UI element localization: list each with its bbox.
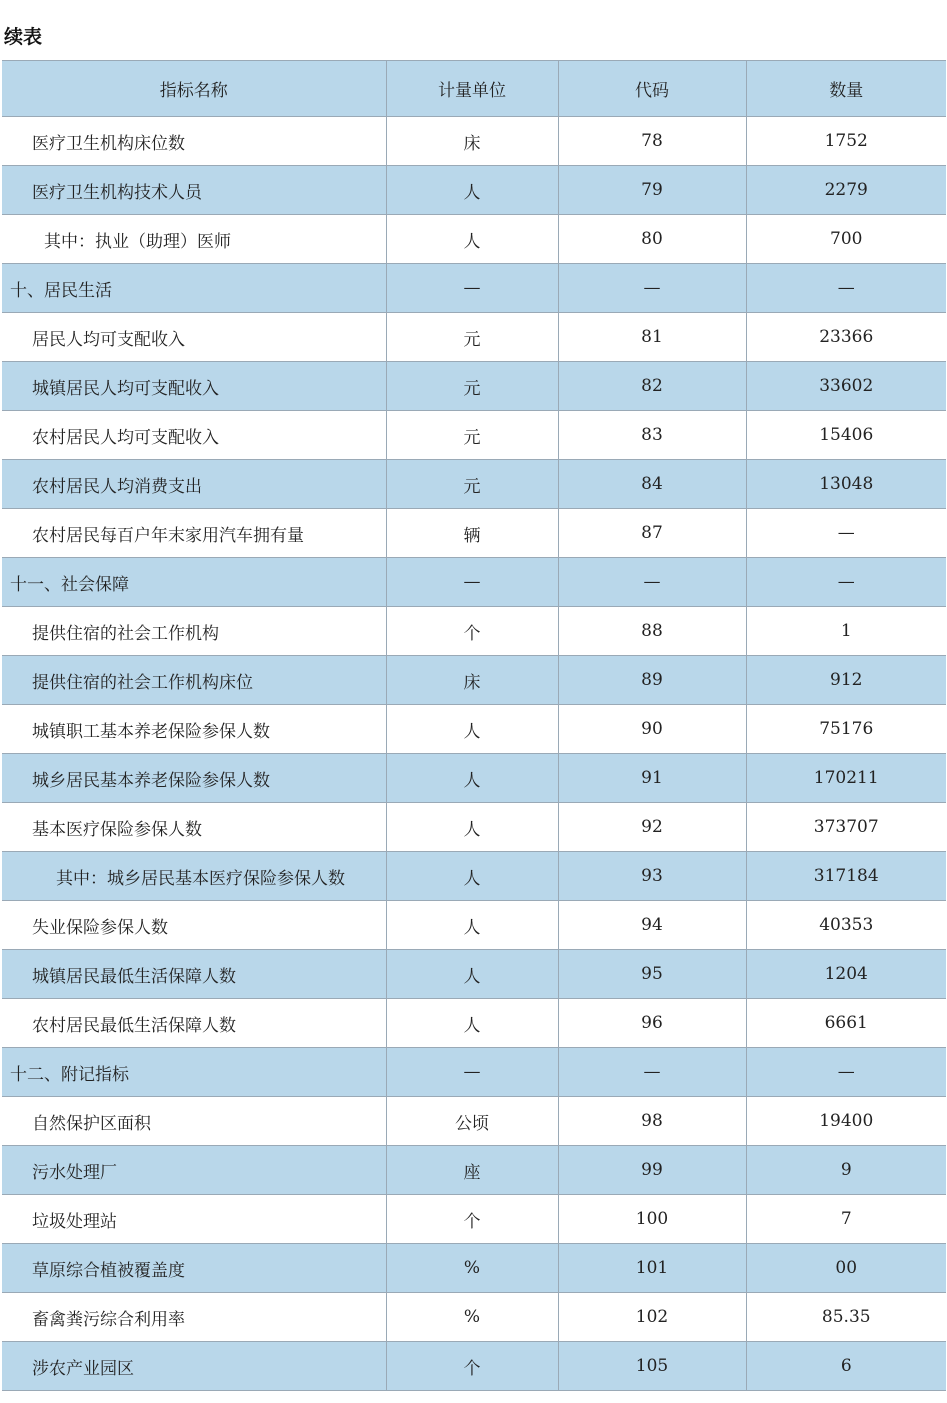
code-cell: 82 bbox=[558, 362, 746, 411]
table-row bbox=[2, 215, 946, 264]
table-row bbox=[2, 852, 946, 901]
indicator-name-cell: 居民人均可支配收入 bbox=[2, 313, 386, 362]
header-row bbox=[2, 61, 946, 117]
unit-cell: 元 bbox=[386, 460, 558, 509]
value-cell: 9 bbox=[746, 1146, 946, 1195]
table-row bbox=[2, 362, 946, 411]
value-cell: 13048 bbox=[746, 460, 946, 509]
code-cell: — bbox=[558, 264, 746, 313]
code-cell: 87 bbox=[558, 509, 746, 558]
statistics-table bbox=[2, 60, 946, 1391]
unit-cell: — bbox=[386, 264, 558, 313]
table-row bbox=[2, 705, 946, 754]
indicator-name-cell: 农村居民人均可支配收入 bbox=[2, 411, 386, 460]
unit-cell: — bbox=[386, 1048, 558, 1097]
table-row bbox=[2, 509, 946, 558]
table-caption: 续表 bbox=[4, 26, 43, 48]
value-cell: 85.35 bbox=[746, 1293, 946, 1342]
unit-cell: % bbox=[386, 1244, 558, 1293]
code-cell: 92 bbox=[558, 803, 746, 852]
value-cell: 1 bbox=[746, 607, 946, 656]
indicator-name-cell: 十一、社会保障 bbox=[2, 558, 386, 607]
table-row bbox=[2, 1293, 946, 1342]
code-cell: 90 bbox=[558, 705, 746, 754]
table-row bbox=[2, 1097, 946, 1146]
code-cell: 94 bbox=[558, 901, 746, 950]
value-cell: 6 bbox=[746, 1342, 946, 1391]
table-row bbox=[2, 1195, 946, 1244]
table-row bbox=[2, 166, 946, 215]
unit-cell: 床 bbox=[386, 656, 558, 705]
table-row bbox=[2, 460, 946, 509]
indicator-name-cell: 基本医疗保险参保人数 bbox=[2, 803, 386, 852]
unit-cell: 公顷 bbox=[386, 1097, 558, 1146]
unit-cell: 人 bbox=[386, 852, 558, 901]
unit-cell: 个 bbox=[386, 1195, 558, 1244]
code-cell: 95 bbox=[558, 950, 746, 999]
unit-cell: 元 bbox=[386, 313, 558, 362]
value-cell: 373707 bbox=[746, 803, 946, 852]
section-row bbox=[2, 558, 946, 607]
table-row bbox=[2, 607, 946, 656]
value-cell: 15406 bbox=[746, 411, 946, 460]
unit-cell: % bbox=[386, 1293, 558, 1342]
unit-cell: 元 bbox=[386, 411, 558, 460]
code-cell: — bbox=[558, 1048, 746, 1097]
table-row bbox=[2, 117, 946, 166]
unit-cell: 人 bbox=[386, 166, 558, 215]
unit-cell: 人 bbox=[386, 705, 558, 754]
unit-cell: 人 bbox=[386, 901, 558, 950]
indicator-name-cell: 医疗卫生机构技术人员 bbox=[2, 166, 386, 215]
value-cell: 1204 bbox=[746, 950, 946, 999]
value-cell: 2279 bbox=[746, 166, 946, 215]
section-row bbox=[2, 1048, 946, 1097]
value-cell: 75176 bbox=[746, 705, 946, 754]
unit-cell: 人 bbox=[386, 215, 558, 264]
table-row bbox=[2, 656, 946, 705]
indicator-name-cell: 城镇居民人均可支配收入 bbox=[2, 362, 386, 411]
unit-cell: 人 bbox=[386, 950, 558, 999]
code-cell: 78 bbox=[558, 117, 746, 166]
code-cell: 84 bbox=[558, 460, 746, 509]
value-cell: — bbox=[746, 1048, 946, 1097]
unit-cell: 人 bbox=[386, 754, 558, 803]
table-row bbox=[2, 754, 946, 803]
code-cell: 93 bbox=[558, 852, 746, 901]
indicator-name-cell: 农村居民最低生活保障人数 bbox=[2, 999, 386, 1048]
indicator-name-cell: 污水处理厂 bbox=[2, 1146, 386, 1195]
value-cell: — bbox=[746, 509, 946, 558]
table-row bbox=[2, 411, 946, 460]
unit-cell: 人 bbox=[386, 999, 558, 1048]
indicator-name-cell: 农村居民人均消费支出 bbox=[2, 460, 386, 509]
value-cell: 1752 bbox=[746, 117, 946, 166]
indicator-name-cell: 失业保险参保人数 bbox=[2, 901, 386, 950]
value-cell: 33602 bbox=[746, 362, 946, 411]
value-cell: 40353 bbox=[746, 901, 946, 950]
table-row bbox=[2, 313, 946, 362]
code-cell: 81 bbox=[558, 313, 746, 362]
table-body bbox=[2, 117, 946, 1391]
value-cell: — bbox=[746, 264, 946, 313]
code-cell: 96 bbox=[558, 999, 746, 1048]
indicator-name-cell: 城乡居民基本养老保险参保人数 bbox=[2, 754, 386, 803]
code-cell: 102 bbox=[558, 1293, 746, 1342]
value-cell: 23366 bbox=[746, 313, 946, 362]
header-code: 代码 bbox=[558, 61, 746, 117]
code-cell: 83 bbox=[558, 411, 746, 460]
indicator-name-cell: 医疗卫生机构床位数 bbox=[2, 117, 386, 166]
indicator-name-cell: 其中：城乡居民基本医疗保险参保人数 bbox=[2, 852, 386, 901]
code-cell: 99 bbox=[558, 1146, 746, 1195]
unit-cell: 个 bbox=[386, 1342, 558, 1391]
table-row bbox=[2, 1146, 946, 1195]
indicator-name-cell: 草原综合植被覆盖度 bbox=[2, 1244, 386, 1293]
value-cell: 912 bbox=[746, 656, 946, 705]
value-cell: 19400 bbox=[746, 1097, 946, 1146]
code-cell: 79 bbox=[558, 166, 746, 215]
unit-cell: 元 bbox=[386, 362, 558, 411]
table-row bbox=[2, 901, 946, 950]
indicator-name-cell: 城镇职工基本养老保险参保人数 bbox=[2, 705, 386, 754]
unit-cell: — bbox=[386, 558, 558, 607]
value-cell: 700 bbox=[746, 215, 946, 264]
indicator-name-cell: 十二、附记指标 bbox=[2, 1048, 386, 1097]
value-cell: 170211 bbox=[746, 754, 946, 803]
unit-cell: 座 bbox=[386, 1146, 558, 1195]
indicator-name-cell: 其中：执业（助理）医师 bbox=[2, 215, 386, 264]
code-cell: 101 bbox=[558, 1244, 746, 1293]
section-row bbox=[2, 264, 946, 313]
unit-cell: 辆 bbox=[386, 509, 558, 558]
indicator-name-cell: 城镇居民最低生活保障人数 bbox=[2, 950, 386, 999]
value-cell: 00 bbox=[746, 1244, 946, 1293]
header-indicator-name: 指标名称 bbox=[2, 61, 386, 117]
header-value: 数量 bbox=[746, 61, 946, 117]
table-row bbox=[2, 803, 946, 852]
table-row bbox=[2, 950, 946, 999]
table-row bbox=[2, 999, 946, 1048]
indicator-name-cell: 畜禽粪污综合利用率 bbox=[2, 1293, 386, 1342]
code-cell: 91 bbox=[558, 754, 746, 803]
value-cell: 6661 bbox=[746, 999, 946, 1048]
code-cell: 80 bbox=[558, 215, 746, 264]
indicator-name-cell: 提供住宿的社会工作机构 bbox=[2, 607, 386, 656]
unit-cell: 个 bbox=[386, 607, 558, 656]
header-unit: 计量单位 bbox=[386, 61, 558, 117]
unit-cell: 床 bbox=[386, 117, 558, 166]
indicator-name-cell: 提供住宿的社会工作机构床位 bbox=[2, 656, 386, 705]
code-cell: — bbox=[558, 558, 746, 607]
value-cell: — bbox=[746, 558, 946, 607]
unit-cell: 人 bbox=[386, 803, 558, 852]
table-row bbox=[2, 1342, 946, 1391]
code-cell: 100 bbox=[558, 1195, 746, 1244]
code-cell: 98 bbox=[558, 1097, 746, 1146]
table-row bbox=[2, 1244, 946, 1293]
indicator-name-cell: 十、居民生活 bbox=[2, 264, 386, 313]
code-cell: 89 bbox=[558, 656, 746, 705]
code-cell: 105 bbox=[558, 1342, 746, 1391]
code-cell: 88 bbox=[558, 607, 746, 656]
value-cell: 317184 bbox=[746, 852, 946, 901]
value-cell: 7 bbox=[746, 1195, 946, 1244]
indicator-name-cell: 垃圾处理站 bbox=[2, 1195, 386, 1244]
indicator-name-cell: 涉农产业园区 bbox=[2, 1342, 386, 1391]
indicator-name-cell: 自然保护区面积 bbox=[2, 1097, 386, 1146]
indicator-name-cell: 农村居民每百户年末家用汽车拥有量 bbox=[2, 509, 386, 558]
